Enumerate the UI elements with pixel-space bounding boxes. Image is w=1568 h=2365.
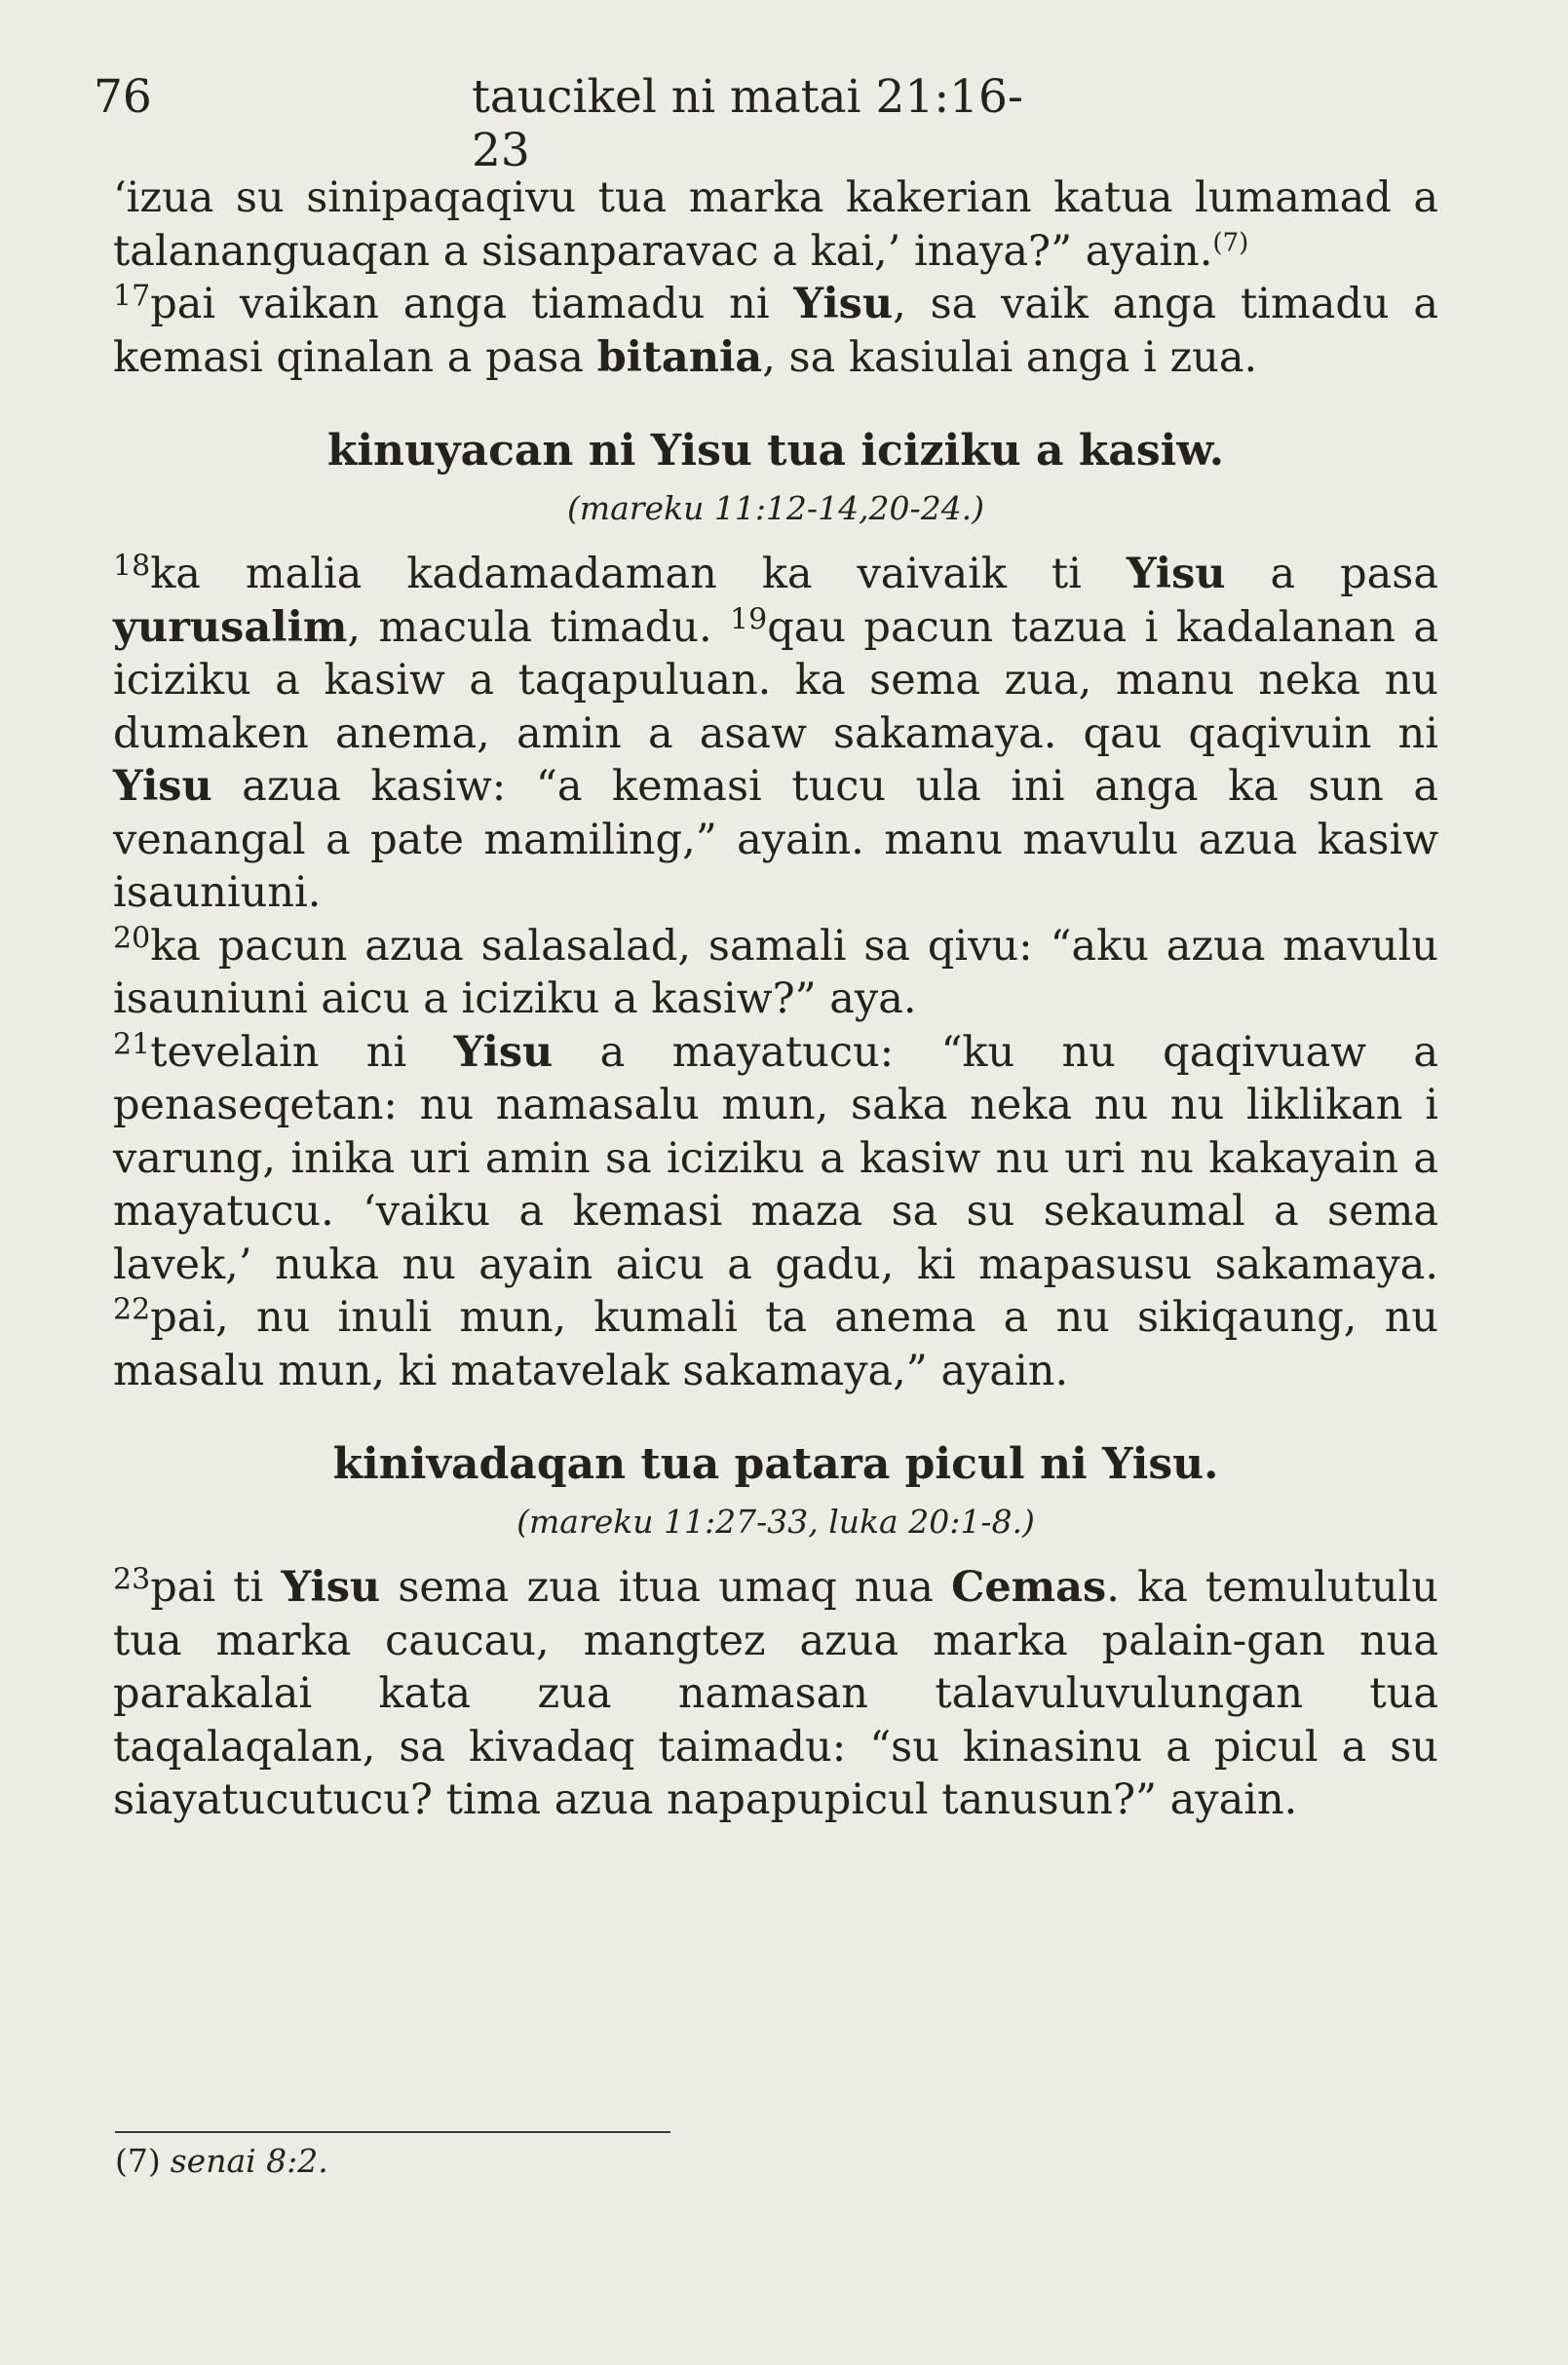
verse-text: . ka temulutulu tua marka caucau, mangtez azua marka palain-gan nua parakalai kata zua namasan talavuluvulungan tua taqalaqalan, sa kivadaq taimadu: “su kinasinu a picul a su siayatucutucu? tima azua napapupicul tanusun?” ayain. (113, 1563, 1438, 1824)
verse-text: ka pacun azua salasalad, samali sa qivu: “aku azua mavulu isauniuni aicu a iciziku a kasiw?” aya. (113, 921, 1438, 1023)
page-header (94, 70, 1068, 177)
name-yisu: Yisu (793, 280, 894, 328)
verse-17 (113, 278, 1438, 384)
verse-21-22 (113, 1026, 1438, 1398)
verse-text: pai ti (150, 1563, 282, 1612)
footnote-divider (115, 2131, 670, 2133)
verse-text: , sa vaik anga timadu a kemasi qinalan a pasa (113, 280, 1438, 382)
verse-number: 21 (113, 1026, 151, 1061)
verse-text: azua kasiw: “a kemasi tucu ula ini anga ka sun a venangal a pate mamiling,” ayain. manu mavulu azua kasiw isauniuni. (113, 762, 1438, 917)
verse-20 (113, 920, 1438, 1026)
name-yisu: Yisu (281, 1563, 381, 1612)
name-cemas: Cemas (951, 1563, 1107, 1612)
footnote (115, 2140, 328, 2183)
verse-text: pai, nu inuli mun, kumali ta anema a nu sikiqaung, nu masalu mun, ki matavelak sakamaya,” ayain. (113, 1293, 1438, 1395)
verse-number: 20 (113, 920, 151, 955)
verse-text: , sa kasiulai anga i zua. (762, 332, 1258, 382)
name-yisu: Yisu (113, 762, 212, 811)
footnote-marker: (7) (115, 2142, 161, 2180)
verse-number: 17 (113, 279, 151, 314)
verse-text: sema zua itua umaq nua (380, 1563, 952, 1612)
verse-text: a mayatucu: “ku nu qaqivuaw a penaseqetan: nu namasalu mun, saka neka nu nu liklikan i varung, inika uri amin sa iciziku a kasiw nu uri nu kakayain a mayatucu. ‘vaiku a kemasi maza sa su sekaumal a sema lavek,’ nuka nu ayain aicu a gadu, ki mapasusu sakamaya. (113, 1027, 1438, 1289)
cross-reference: (mareku 11:27-33, luka 20:1-8.) (516, 1503, 1035, 1541)
verse-text: qau pacun tazua i kadalanan a iciziku a kasiw a taqapuluan. ka sema zua, manu neka nu dumaken anema, amin a asaw sakamaya. qau qaqivuin ni (113, 602, 1438, 758)
page-number: 76 (94, 70, 152, 124)
cross-reference: (mareku 11:12-14,20-24.) (566, 489, 985, 527)
verse-23 (113, 1561, 1438, 1827)
verse-text: tevelain ni (150, 1027, 454, 1077)
verse-number: 22 (113, 1292, 151, 1327)
section-heading: kinivadaqan tua patara picul ni Yisu. (332, 1439, 1219, 1489)
footnote-text: senai 8:2. (170, 2142, 328, 2180)
verse-text: pai vaikan anga tiamadu ni (150, 280, 794, 328)
verse-number: 18 (113, 549, 151, 584)
name-yisu: Yisu (453, 1027, 554, 1077)
verse-18-19 (113, 548, 1438, 920)
verse-number: 19 (730, 601, 768, 636)
verse-text: ka malia kadamadaman ka vaivaik ti (150, 550, 1127, 598)
name-yisu: Yisu (1126, 550, 1226, 598)
paragraph-continuation (113, 172, 1438, 278)
footnote-marker: (7) (1212, 228, 1249, 258)
place-yurusalim: yurusalim (113, 602, 348, 652)
verse-number: 23 (113, 1562, 151, 1597)
page-body (113, 172, 1438, 1827)
verse-text: , macula timadu. (347, 602, 731, 652)
section-heading: kinuyacan ni Yisu tua iciziku a kasiw. (326, 426, 1225, 476)
paragraph-text: ‘izua su sinipaqaqivu tua marka kakerian katua lumamad a talananguaqan a sisanparavac a kai,’ inaya?” ayain. (113, 173, 1438, 276)
running-title: taucikel ni matai 21:16-23 (472, 70, 1023, 177)
verse-text: a pasa (1225, 550, 1438, 598)
place-bitania: bitania (596, 332, 763, 382)
